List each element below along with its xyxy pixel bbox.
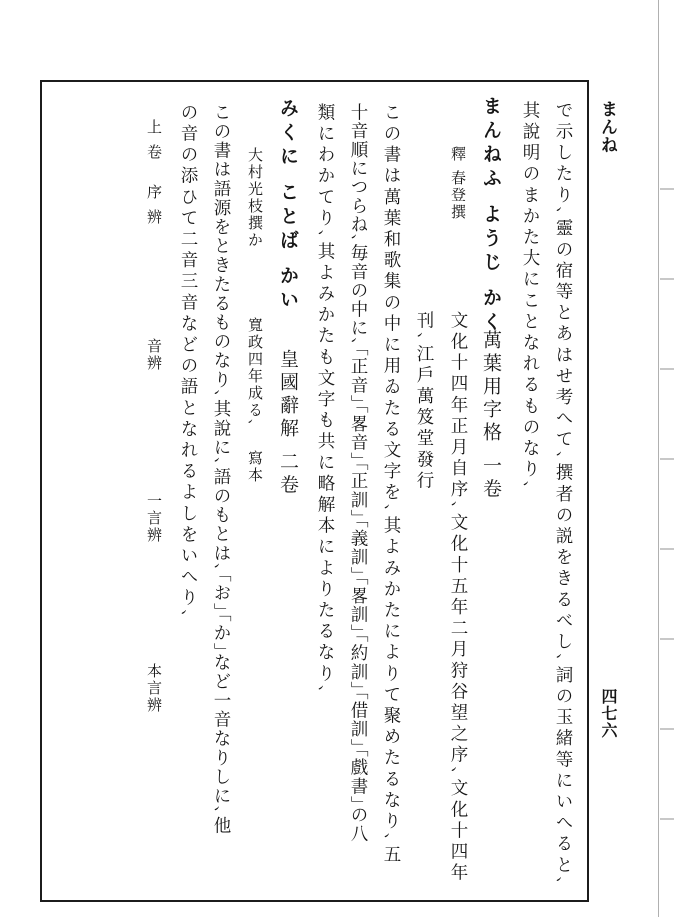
page-edge	[658, 0, 659, 917]
text-column-6: この書は萬葉和歌集の中に用ゐたる文字を､其よみかたによりて聚めたるなり､五	[381, 103, 401, 867]
text-column-11: この書は語源をときたるものなり､其說に､語のもとは､｢お｣｢か｣など一音なりしに､他	[211, 103, 231, 836]
toc-hongenben: 本言辨	[145, 663, 163, 714]
page-number: 四七六	[599, 688, 618, 739]
text-column-8: 類にわかてり､其よみかたも文字も共に略解本によりたるなり､	[315, 103, 335, 698]
entry-reading-mikuni-kotoba: みくに ことば かい	[277, 98, 299, 314]
entry-manuscript: 寫本	[246, 450, 264, 484]
text-column-12: の音の添ひて二音三音などの語となれるよしをいへり､	[178, 103, 198, 622]
entry-author-shunto: 釋 春登撰	[449, 146, 467, 221]
text-column-2: 其說明のまかた大にことなれるものなり､	[520, 101, 540, 494]
entry-publisher-manyo: 刊､江戶萬笈堂發行	[414, 311, 434, 493]
entry-date-manyo: 文化十四年正月自序､文化十五年二月狩谷望之序､文化十四年	[448, 311, 468, 885]
text-column-1: で示したり､靈の宿等とあはせ考へて､撰者の説をきるべし､詞の玉緒等にいへると､	[553, 101, 573, 889]
toc-ichigonben: 一言辨	[145, 493, 163, 544]
toc-jouken-jyoben: 上卷 序辨	[145, 119, 163, 234]
toc-onben: 音辨	[145, 338, 163, 372]
text-column-7: 十音順につらね､毎音の中に､｢正音｣｢畧音｣｢正訓｣｢義訓｣｢畧訓｣｢約訓｣｢借訓｣｢戲書｣の八	[348, 103, 368, 844]
entry-title-kokoku-jikai: 皇國辭解 二卷	[277, 349, 299, 498]
entry-reading-manyo-yojikaku: まんねふ ようじ かく	[480, 96, 502, 336]
edge-specks	[660, 150, 674, 850]
entry-author-omura: 大村光枝撰か	[246, 147, 264, 249]
entry-title-manyo-yojikaku: 萬葉用字格 一卷	[480, 330, 502, 502]
entry-date-kansei: 寬政四年成る､	[246, 317, 264, 429]
running-head: まんね	[597, 100, 617, 154]
header-rule	[587, 80, 589, 902]
